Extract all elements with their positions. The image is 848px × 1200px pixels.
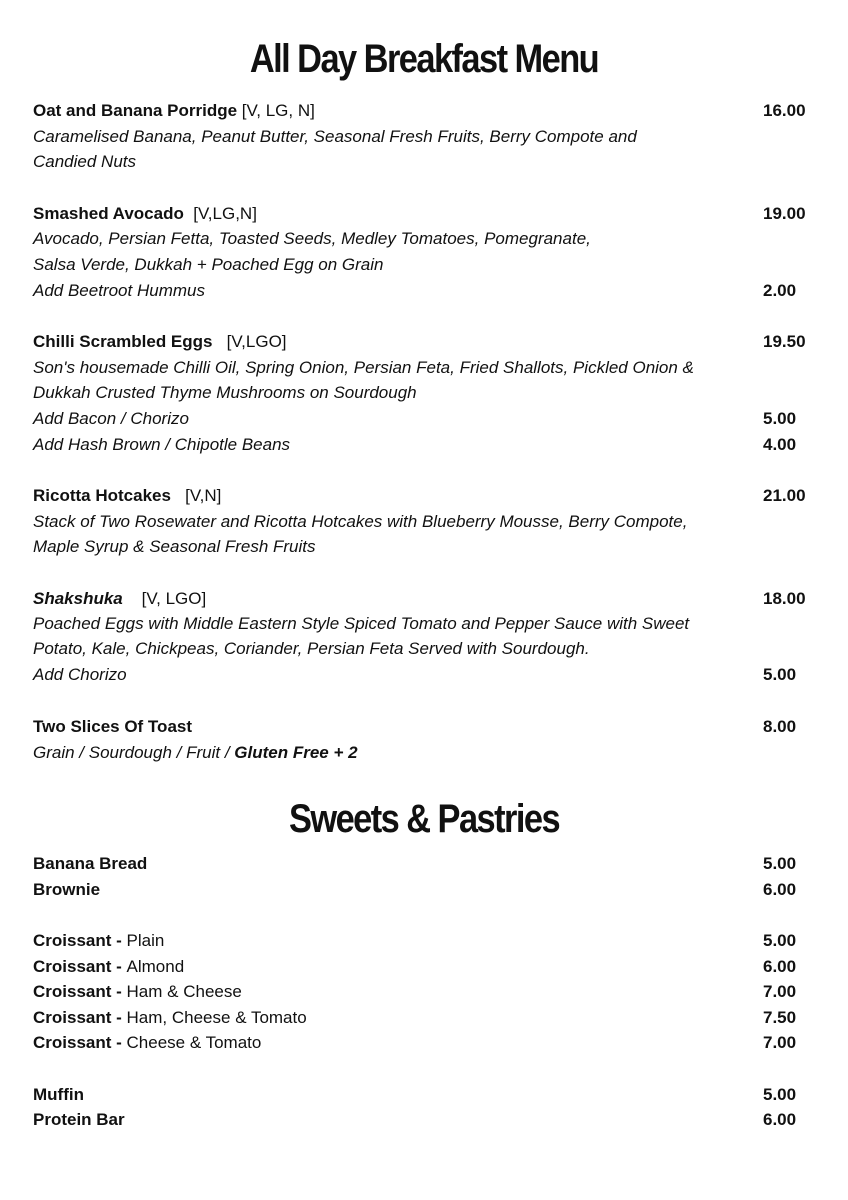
item-price: 6.00: [763, 957, 797, 976]
item-price: 19.50: [763, 332, 806, 351]
item-price: 6.00: [763, 880, 797, 899]
item-variant: Ham & Cheese: [126, 982, 242, 1001]
item-description: Stack of Two Rosewater and Ricotta Hotcakes with Blueberry Mousse, Berry Compote,: [33, 512, 688, 531]
item-description: Dukkah Crusted Thyme Mushrooms on Sourdough: [33, 383, 417, 402]
item-description: [33, 740, 358, 766]
item-price: 6.00: [763, 1110, 797, 1129]
addon-label: Add Chorizo: [33, 665, 127, 684]
item-description: Avocado, Persian Fetta, Toasted Seeds, Medley Tomatoes, Pomegranate,: [33, 229, 591, 248]
item-price: 21.00: [763, 486, 806, 505]
menu-item-name: [33, 954, 184, 980]
menu-item-name: [33, 979, 242, 1005]
breakfast-title: All Day Breakfast Menu: [249, 37, 599, 81]
item-name: Two Slices Of Toast: [33, 717, 193, 736]
item-name: Croissant -: [33, 1008, 127, 1027]
menu-item-name: Brownie: [33, 880, 101, 899]
item-description: Son's housemade Chilli Oil, Spring Onion, Persian Feta, Fried Shallots, Pickled Onion &: [33, 358, 694, 377]
item-price: 5.00: [763, 931, 797, 950]
item-variant: Almond: [126, 957, 185, 976]
item-name: Ricotta Hotcakes: [33, 486, 171, 505]
menu-item-name: [33, 329, 287, 355]
addon-price: 2.00: [763, 281, 797, 300]
dietary-tags: [V,LGO]: [212, 332, 287, 351]
addon-label: Add Hash Brown / Chipotle Beans: [33, 435, 291, 454]
addon-price: 4.00: [763, 435, 797, 454]
dietary-tags: [V,N]: [170, 486, 222, 505]
menu-item-name: [33, 714, 192, 740]
dietary-tags: [V, LG, N]: [237, 101, 315, 120]
item-description: Maple Syrup & Seasonal Fresh Fruits: [33, 537, 316, 556]
menu-item-name: Protein Bar: [33, 1110, 125, 1129]
item-name: Oat and Banana Porridge: [33, 101, 238, 120]
item-price: 19.00: [763, 204, 806, 223]
item-price: 16.00: [763, 101, 806, 120]
menu-item-name: [33, 483, 221, 509]
menu-item-name: [33, 201, 257, 227]
gluten-free-option: Gluten Free + 2: [234, 743, 358, 762]
item-description: Poached Eggs with Middle Eastern Style Spiced Tomato and Pepper Sauce with Sweet: [33, 614, 690, 633]
addon-price: 5.00: [763, 665, 797, 684]
item-price: 7.50: [763, 1008, 797, 1027]
item-price: 7.00: [763, 982, 797, 1001]
addon-price: 5.00: [763, 409, 797, 428]
dietary-tags: [V,LG,N]: [183, 204, 257, 223]
menu-item-name: [33, 1030, 261, 1056]
item-description: Candied Nuts: [33, 152, 137, 171]
item-price: 5.00: [763, 1085, 797, 1104]
menu-item-name: [33, 1005, 307, 1031]
item-price: 7.00: [763, 1033, 797, 1052]
item-price: 8.00: [763, 717, 797, 736]
item-price: 5.00: [763, 854, 797, 873]
item-name: Croissant -: [33, 982, 127, 1001]
menu-item-name: [33, 586, 206, 612]
item-description: Potato, Kale, Chickpeas, Coriander, Persian Feta Served with Sourdough.: [33, 639, 590, 658]
item-name: Smashed Avocado: [33, 204, 184, 223]
menu-item-name: [33, 98, 315, 124]
menu-item-name: [33, 928, 164, 954]
addon-label: Add Beetroot Hummus: [33, 281, 205, 300]
item-price: 18.00: [763, 589, 806, 608]
item-variant: Cheese & Tomato: [126, 1033, 262, 1052]
item-description: Salsa Verde, Dukkah + Poached Egg on Grain: [33, 255, 384, 274]
menu-item-name: Muffin: [33, 1085, 84, 1104]
menu-item-name: Banana Bread: [33, 854, 148, 873]
item-name: Chilli Scrambled Eggs: [33, 332, 213, 351]
item-name: Croissant -: [33, 957, 127, 976]
addon-label: Add Bacon / Chorizo: [33, 409, 189, 428]
item-name: Shakshuka: [33, 589, 123, 608]
toast-options: Grain / Sourdough / Fruit /: [33, 743, 235, 762]
item-description: Caramelised Banana, Peanut Butter, Seasonal Fresh Fruits, Berry Compote and: [33, 127, 637, 146]
item-name: Croissant -: [33, 931, 127, 950]
sweets-title: Sweets & Pastries: [288, 797, 560, 841]
item-variant: Ham, Cheese & Tomato: [126, 1008, 307, 1027]
item-name: Croissant -: [33, 1033, 127, 1052]
dietary-tags: [V, LGO]: [122, 589, 207, 608]
item-variant: Plain: [126, 931, 165, 950]
